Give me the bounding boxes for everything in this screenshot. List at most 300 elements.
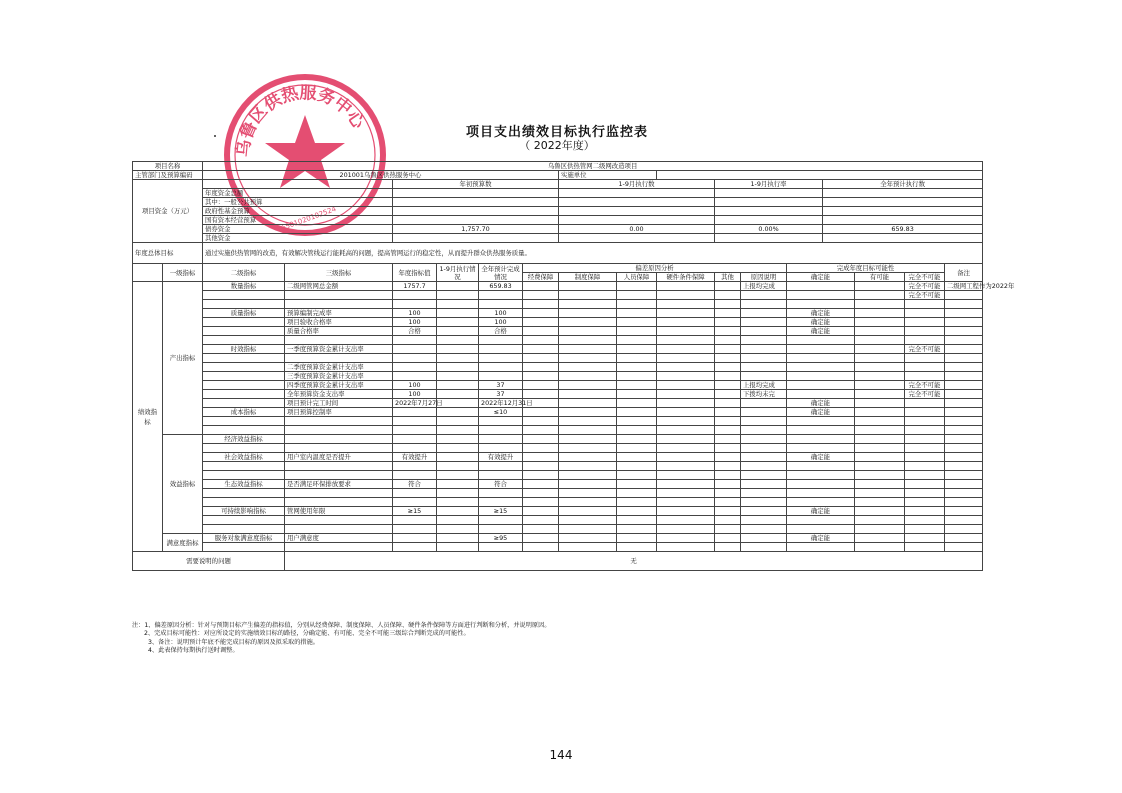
exec-cell: [437, 426, 479, 435]
l3-cell: [285, 516, 393, 525]
l3-cell: [285, 435, 393, 444]
reason-cell: [741, 516, 787, 525]
reason-cell: 下拨均未完: [741, 390, 787, 399]
target-cell: 1757.7: [393, 282, 437, 291]
target-cell: [393, 363, 437, 372]
target-cell: [393, 534, 437, 543]
note-cell: [945, 435, 983, 444]
exec-cell: [437, 381, 479, 390]
c3-cell: [905, 453, 945, 462]
c1-cell: 确定能: [787, 534, 855, 543]
note-cell: [945, 543, 983, 552]
reason-cell: [741, 300, 787, 309]
funds-cell: [393, 189, 559, 198]
note-cell: [945, 399, 983, 408]
forecast-cell: [479, 471, 523, 480]
funds-cell: [715, 198, 823, 207]
funds-cell: [823, 207, 983, 216]
group-label: 效益指标: [163, 435, 203, 534]
target-cell: [393, 345, 437, 354]
l2-cell: [203, 462, 285, 471]
exec-cell: [437, 480, 479, 489]
target-cell: [393, 543, 437, 552]
reason-cell: [741, 417, 787, 426]
note-1: 注：1、偏差原因分析：针对与预期目标产生偏差的指标值，分别从经费保障、制度保障、人员保障、硬件条件保障等方面进行判断和分析，并说明原因。: [132, 622, 551, 629]
l2-cell: 可持续影响指标: [203, 507, 285, 516]
dept-value: 201001乌鲁区供热服务中心: [203, 171, 559, 180]
exec-cell: [437, 336, 479, 345]
note-cell: [945, 462, 983, 471]
note-cell: [945, 327, 983, 336]
l3-cell: 一季度预算资金累计支出率: [285, 345, 393, 354]
exec-cell: [437, 453, 479, 462]
exec-cell: [437, 444, 479, 453]
l2-cell: [203, 336, 285, 345]
funds-label: 项目资金（万元）: [133, 180, 203, 243]
c1-cell: [787, 372, 855, 381]
c3-cell: [905, 309, 945, 318]
l2-cell: [203, 489, 285, 498]
forecast-cell: [479, 516, 523, 525]
note-cell: [945, 498, 983, 507]
target-cell: [393, 354, 437, 363]
l2-cell: [203, 381, 285, 390]
forecast-cell: [479, 489, 523, 498]
reason-cell: [741, 525, 787, 534]
funds-h1: 1-9月执行数: [559, 180, 715, 189]
l2-cell: 时效指标: [203, 345, 285, 354]
l3-cell: 全年预算资金支出率: [285, 390, 393, 399]
forecast-cell: [479, 417, 523, 426]
exec-cell: [437, 507, 479, 516]
exec-cell: [437, 282, 479, 291]
c3-cell: [905, 435, 945, 444]
exec-cell: [437, 543, 479, 552]
target-cell: [393, 291, 437, 300]
l2-cell: 质量指标: [203, 309, 285, 318]
page-title: 项目支出绩效目标执行监控表: [465, 125, 648, 140]
note-cell: [945, 480, 983, 489]
funds-cell: 659.83: [823, 225, 983, 234]
c3-cell: [905, 354, 945, 363]
reason-cell: [741, 543, 787, 552]
perf-corner: [133, 264, 163, 282]
forecast-cell: [479, 300, 523, 309]
l3-cell: 质量合格率: [285, 327, 393, 336]
funds-cell: 0.00%: [715, 225, 823, 234]
forecast-cell: [479, 291, 523, 300]
exec-cell: [437, 291, 479, 300]
l3-cell: [285, 471, 393, 480]
l2-cell: [203, 318, 285, 327]
c1-cell: [787, 354, 855, 363]
c3-cell: 完全不可能: [905, 282, 945, 291]
forecast-cell: ≤10: [479, 408, 523, 417]
reason-cell: [741, 363, 787, 372]
funds-cell: [559, 216, 715, 225]
reason-cell: [741, 408, 787, 417]
l2-cell: [203, 372, 285, 381]
c1-cell: [787, 381, 855, 390]
target-cell: [393, 435, 437, 444]
l2-cell: [203, 291, 285, 300]
note-cell: [945, 408, 983, 417]
c1-cell: 确定能: [787, 453, 855, 462]
h-bias-0: 经费保障: [523, 273, 559, 282]
l3-cell: 四季度预算资金累计支出率: [285, 381, 393, 390]
funds-cell: [823, 198, 983, 207]
reason-cell: [741, 489, 787, 498]
funds-row-label: 年度资金总额: [203, 189, 393, 198]
reason-cell: [741, 507, 787, 516]
forecast-cell: 合格: [479, 327, 523, 336]
funds-cell: 0.00: [559, 225, 715, 234]
forecast-cell: 37: [479, 381, 523, 390]
c3-cell: [905, 516, 945, 525]
svg-text:乌鲁区供热服务中心: 乌鲁区供热服务中心: [233, 83, 369, 158]
reason-cell: [741, 372, 787, 381]
reason-cell: [741, 309, 787, 318]
l3-cell: [285, 336, 393, 345]
target-cell: [393, 300, 437, 309]
l2-cell: [203, 516, 285, 525]
note-4: 4、此表保持每期执行送时调整。: [148, 647, 239, 655]
h-complete: 完成年度目标可能性: [787, 264, 945, 273]
l3-cell: [285, 525, 393, 534]
l2-cell: [203, 471, 285, 480]
reason-cell: [741, 318, 787, 327]
note-cell: [945, 507, 983, 516]
c1-cell: [787, 444, 855, 453]
exec-cell: [437, 345, 479, 354]
reason-cell: [741, 291, 787, 300]
l2-cell: [203, 354, 285, 363]
exec-cell: [437, 471, 479, 480]
page-number: 144: [549, 748, 573, 762]
reason-cell: [741, 498, 787, 507]
target-cell: 合格: [393, 327, 437, 336]
target-cell: [393, 525, 437, 534]
funds-cell: [715, 207, 823, 216]
c1-cell: 确定能: [787, 327, 855, 336]
h-bias-5: 原因说明: [741, 273, 787, 282]
exec-cell: [437, 408, 479, 417]
funds-cell: [559, 189, 715, 198]
note-cell: [945, 345, 983, 354]
target-cell: [393, 444, 437, 453]
funds-cell: [715, 234, 823, 243]
exec-cell: [437, 489, 479, 498]
forecast-cell: [479, 345, 523, 354]
funds-cell: 1,757.70: [393, 225, 559, 234]
forecast-cell: [479, 426, 523, 435]
note-cell: [945, 354, 983, 363]
c3-cell: [905, 480, 945, 489]
exec-cell: [437, 516, 479, 525]
funds-cell: [559, 198, 715, 207]
reason-cell: 上报均完成: [741, 381, 787, 390]
reason-cell: [741, 435, 787, 444]
l2-cell: [203, 390, 285, 399]
forecast-cell: 2022年12月31日: [479, 399, 523, 408]
l3-cell: [285, 543, 393, 552]
note-cell: [945, 390, 983, 399]
c3-cell: [905, 363, 945, 372]
l3-cell: 项目预算控制率: [285, 408, 393, 417]
l2-cell: [203, 525, 285, 534]
forecast-cell: [479, 336, 523, 345]
exec-cell: [437, 354, 479, 363]
exec-cell: [437, 417, 479, 426]
l3-cell: [285, 417, 393, 426]
funds-row-label: 债券资金: [203, 225, 393, 234]
l2-cell: [203, 417, 285, 426]
note-cell: [945, 363, 983, 372]
h-l1: 一级指标: [163, 264, 203, 282]
project-name-value: 乌鲁区供热管网二级网改造项目: [203, 162, 983, 171]
exec-cell: [437, 390, 479, 399]
c3-cell: [905, 507, 945, 516]
c3-cell: [905, 417, 945, 426]
note-cell: 二级网工程作为2022年: [945, 282, 983, 291]
l2-cell: [203, 399, 285, 408]
c3-cell: [905, 534, 945, 543]
funds-h3: 全年预计执行数: [823, 180, 983, 189]
forecast-cell: [479, 525, 523, 534]
l3-cell: 三季度预算资金累计支出率: [285, 372, 393, 381]
reason-cell: [741, 534, 787, 543]
forecast-cell: [479, 498, 523, 507]
project-name-label: 项目名称: [133, 162, 203, 171]
target-cell: [393, 489, 437, 498]
monitor-table: [132, 161, 1015, 571]
l2-cell: [203, 543, 285, 552]
funds-cell: [823, 189, 983, 198]
reason-cell: [741, 462, 787, 471]
h-exec: 1-9月执行情况: [437, 264, 479, 282]
h-l2: 二级指标: [203, 264, 285, 282]
reason-cell: [741, 327, 787, 336]
target-cell: [393, 462, 437, 471]
l3-cell: 用户满意度: [285, 534, 393, 543]
c1-cell: [787, 282, 855, 291]
c1-cell: [787, 435, 855, 444]
l2-cell: 经济效益指标: [203, 435, 285, 444]
l3-cell: [285, 489, 393, 498]
note-cell: [945, 300, 983, 309]
forecast-cell: 659.83: [479, 282, 523, 291]
l2-cell: 成本指标: [203, 408, 285, 417]
target-cell: [393, 516, 437, 525]
l3-cell: 二级网管网总金额: [285, 282, 393, 291]
note-3: 3、备注：说明预计年底不能完成目标的原因及拟采取的措施。: [148, 638, 319, 646]
h-comp-1: 有可能: [855, 273, 905, 282]
exec-cell: [437, 525, 479, 534]
forecast-cell: [479, 372, 523, 381]
note-2: 2、完成目标可能性：对应所设定的实施绩效目标的路径，分确定能、有可能、完全不可能三级综合判断完成的可能性。: [144, 630, 470, 638]
h-comp-2: 完全不可能: [905, 273, 945, 282]
funds-cell: [823, 216, 983, 225]
forecast-cell: 有效提升: [479, 453, 523, 462]
h-bias-2: 人员保障: [617, 273, 657, 282]
h-bias: 偏差原因分析: [523, 264, 787, 273]
c3-cell: [905, 300, 945, 309]
funds-row-label: 政府性基金预算: [203, 207, 393, 216]
funds-cell: [393, 198, 559, 207]
target-cell: [393, 336, 437, 345]
target-cell: 100: [393, 318, 437, 327]
l3-cell: 二季度预算资金累计支出率: [285, 363, 393, 372]
c3-cell: [905, 336, 945, 345]
target-cell: [393, 372, 437, 381]
target-cell: 100: [393, 390, 437, 399]
l2-cell: 生态效益指标: [203, 480, 285, 489]
exec-cell: [437, 534, 479, 543]
h-note: 备注: [945, 264, 983, 282]
l3-cell: [285, 426, 393, 435]
h-target: 年度指标值: [393, 264, 437, 282]
c1-cell: [787, 516, 855, 525]
exec-cell: [437, 372, 479, 381]
l3-cell: [285, 354, 393, 363]
note-cell: [945, 489, 983, 498]
funds-row-label: 其他资金: [203, 234, 393, 243]
reason-cell: [741, 336, 787, 345]
funds-row-label: 其中：一般公共预算: [203, 198, 393, 207]
c3-cell: [905, 327, 945, 336]
c1-cell: 确定能: [787, 309, 855, 318]
forecast-cell: [479, 435, 523, 444]
c3-cell: 完全不可能: [905, 345, 945, 354]
l2-cell: 服务对象满意度指标: [203, 534, 285, 543]
reason-cell: 上报均完成: [741, 282, 787, 291]
notes: [132, 622, 982, 656]
c1-cell: [787, 300, 855, 309]
c1-cell: 确定能: [787, 399, 855, 408]
impl-value: [657, 171, 983, 180]
c1-cell: [787, 363, 855, 372]
perf-side-label: 绩效指标: [133, 282, 163, 552]
l3-cell: 项目预计完工时间: [285, 399, 393, 408]
goal-value: 通过实施供热管网的改造，有效解决管线运行能耗高的问题，提高管网运行的稳定性，从而提升群众供热服务质量。: [203, 243, 983, 264]
forecast-cell: 100: [479, 318, 523, 327]
c3-cell: [905, 471, 945, 480]
c3-cell: [905, 462, 945, 471]
exec-cell: [437, 327, 479, 336]
target-cell: 有效提升: [393, 453, 437, 462]
c1-cell: [787, 525, 855, 534]
reason-cell: [741, 399, 787, 408]
c1-cell: [787, 417, 855, 426]
c3-cell: [905, 426, 945, 435]
c3-cell: [905, 372, 945, 381]
funds-cell: [559, 207, 715, 216]
note-cell: [945, 444, 983, 453]
c1-cell: [787, 426, 855, 435]
l3-cell: 是否满足环保排放要求: [285, 480, 393, 489]
c1-cell: [787, 462, 855, 471]
reason-cell: [741, 426, 787, 435]
l3-cell: 项目验收合格率: [285, 318, 393, 327]
c3-cell: [905, 543, 945, 552]
note-cell: [945, 516, 983, 525]
h-bias-1: 制度保障: [559, 273, 617, 282]
note-cell: [945, 318, 983, 327]
h-forecast: 全年预计完成情况: [479, 264, 523, 282]
l3-cell: [285, 291, 393, 300]
group-label: 产出指标: [163, 282, 203, 435]
l3-cell: [285, 462, 393, 471]
c3-cell: [905, 408, 945, 417]
target-cell: ≥15: [393, 507, 437, 516]
l3-cell: 管网使用年限: [285, 507, 393, 516]
forecast-cell: [479, 462, 523, 471]
note-cell: [945, 453, 983, 462]
issues-value: 无: [285, 552, 983, 571]
exec-cell: [437, 498, 479, 507]
target-cell: 符合: [393, 480, 437, 489]
report-year: （ 2022年度）: [519, 139, 595, 152]
target-cell: 100: [393, 309, 437, 318]
h-l3: 三级指标: [285, 264, 393, 282]
target-cell: [393, 471, 437, 480]
note-cell: [945, 309, 983, 318]
note-cell: [945, 471, 983, 480]
c1-cell: [787, 480, 855, 489]
c1-cell: [787, 291, 855, 300]
funds-cell: [715, 216, 823, 225]
note-cell: [945, 534, 983, 543]
reason-cell: [741, 471, 787, 480]
c1-cell: 确定能: [787, 507, 855, 516]
c1-cell: [787, 336, 855, 345]
c1-cell: 确定能: [787, 318, 855, 327]
forecast-cell: [479, 444, 523, 453]
note-cell: [945, 336, 983, 345]
issues-label: 需要说明的问题: [133, 552, 285, 571]
c3-cell: [905, 318, 945, 327]
l2-cell: [203, 363, 285, 372]
l2-cell: [203, 444, 285, 453]
exec-cell: [437, 435, 479, 444]
forecast-cell: [479, 363, 523, 372]
l2-cell: [203, 327, 285, 336]
c3-cell: [905, 444, 945, 453]
c1-cell: 确定能: [787, 408, 855, 417]
l3-cell: 用户室内温度是否提升: [285, 453, 393, 462]
l3-cell: 预算编制完成率: [285, 309, 393, 318]
c1-cell: [787, 345, 855, 354]
l3-cell: [285, 300, 393, 309]
forecast-cell: [479, 354, 523, 363]
forecast-cell: 37: [479, 390, 523, 399]
forecast-cell: 符合: [479, 480, 523, 489]
c3-cell: 完全不可能: [905, 390, 945, 399]
funds-cell: [393, 234, 559, 243]
reason-cell: [741, 480, 787, 489]
c3-cell: [905, 498, 945, 507]
exec-cell: [437, 462, 479, 471]
funds-h2: 1-9月执行率: [715, 180, 823, 189]
reason-cell: [741, 453, 787, 462]
forecast-cell: ≥95: [479, 534, 523, 543]
exec-cell: [437, 318, 479, 327]
target-cell: [393, 498, 437, 507]
group-label: 满意度指标: [163, 534, 203, 552]
l2-cell: [203, 300, 285, 309]
note-cell: [945, 417, 983, 426]
forecast-cell: 100: [479, 309, 523, 318]
